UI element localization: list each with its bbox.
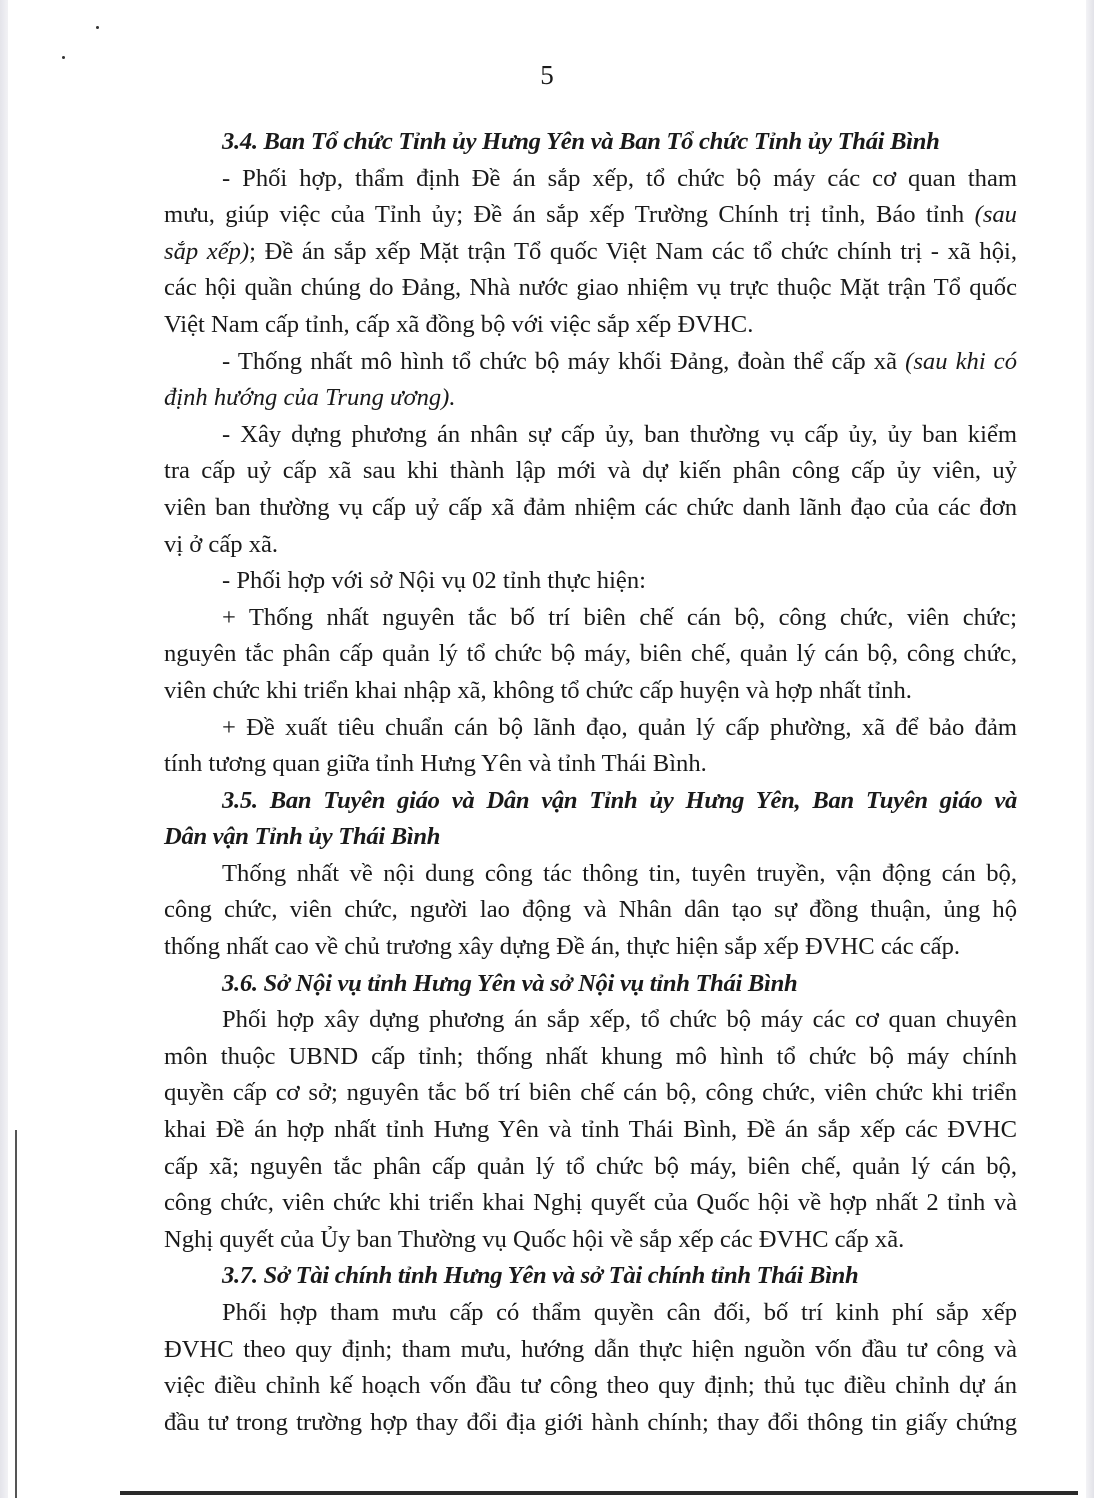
section-heading: 3.4. Ban Tổ chức Tỉnh ủy Hưng Yên và Ban Tổ chức Tỉnh ủy Thái Bình — [222, 128, 940, 155]
section-heading-line: Dân vận Tỉnh ủy Thái Bình — [164, 823, 441, 851]
scan-speck — [96, 26, 99, 29]
section-heading: 3.6. Sở Nội vụ tỉnh Hưng Yên và sở Nội vụ tỉnh Thái Bình — [222, 969, 798, 997]
line-text: Phối hợp tham mưu cấp có thẩm quyền cân đối, bố trí kinh phí sắp xếp — [222, 1299, 1017, 1326]
text-line — [164, 1368, 1017, 1405]
text-line — [164, 527, 1017, 564]
section-3-7 — [164, 1258, 1017, 1441]
line-text: môn thuộc UBND cấp tỉnh; thống nhất khung mô hình tổ chức bộ máy chính — [164, 1042, 1017, 1070]
italic-text: định hướng của Trung ương). — [164, 384, 456, 412]
text-line — [164, 1002, 1017, 1039]
line-text: vị ở cấp xã. — [164, 530, 279, 558]
text-line — [164, 929, 1017, 966]
text-line — [164, 197, 1017, 234]
text-line — [164, 1222, 1017, 1259]
italic-text: (sau — [974, 201, 1017, 229]
scan-left-edge — [0, 0, 8, 1498]
text-line — [164, 307, 1017, 344]
line-text: + Đề xuất tiêu chuẩn cán bộ lãnh đạo, quản lý cấp phường, xã để bảo đảm — [222, 713, 1017, 741]
line-text: Nghị quyết của Ủy ban Thường vụ Quốc hội về sắp xếp các ĐVHC cấp xã. — [164, 1225, 905, 1253]
text-line — [164, 746, 1017, 783]
text-line — [164, 710, 1017, 747]
text-line — [164, 1332, 1017, 1369]
text-line — [164, 636, 1017, 673]
line-text: viên ban thường vụ cấp uỷ cấp xã đảm nhiệm các chức danh lãnh đạo của các đơn — [164, 493, 1017, 521]
line-text: - Xây dựng phương án nhân sự cấp ủy, ban thường vụ cấp ủy, ủy ban kiểm — [222, 420, 1017, 448]
line-text: mưu, giúp việc của Tỉnh ủy; Đề án sắp xếp Trường Chính trị tỉnh, Báo tỉnh — [164, 201, 965, 229]
line-text: viên chức khi triển khai nhập xã, không tổ chức cấp huyện và hợp nhất tỉnh. — [164, 676, 912, 704]
text-line — [164, 453, 1017, 490]
text-line — [164, 1112, 1017, 1149]
line-text: việc điều chỉnh kế hoạch vốn đầu tư công theo quy định; thủ tục điều chỉnh dự án — [164, 1372, 1017, 1400]
line-text: đầu tư trong trường hợp thay đổi địa giới hành chính; thay đổi thông tin giấy chứng — [164, 1408, 1017, 1436]
text-line — [164, 161, 1017, 198]
text-line — [164, 600, 1017, 637]
text-line — [164, 234, 1017, 271]
text-line — [164, 417, 1017, 454]
scan-speck — [62, 56, 65, 59]
line-text: công chức, viên chức, người lao động và Nhân dân tạo sự đồng thuận, ủng hộ — [164, 896, 1017, 924]
line-text: Phối hợp xây dựng phương án sắp xếp, tổ chức bộ máy các cơ quan chuyên — [222, 1006, 1017, 1034]
line-text: thống nhất cao về chủ trương xây dựng Đề án, thực hiện sắp xếp ĐVHC các cấp. — [164, 933, 961, 961]
line-text: ĐVHC theo quy định; tham mưu, hướng dẫn thực hiện nguồn vốn đầu tư công và — [164, 1335, 1017, 1363]
line-text: ; Đề án sắp xếp Mặt trận Tổ quốc Việt Nam các tổ chức chính trị - xã hội, — [249, 237, 1017, 265]
section-3-6 — [164, 966, 1017, 1259]
text-line — [164, 892, 1017, 929]
page-number: 5 — [540, 60, 554, 90]
line-text: các hội quần chúng do Đảng, Nhà nước giao nhiệm vụ trực thuộc Mặt trận Tổ quốc — [164, 274, 1017, 302]
line-text: Việt Nam cấp tỉnh, cấp xã đồng bộ với việc sắp xếp ĐVHC. — [164, 310, 754, 338]
text-line — [164, 1039, 1017, 1076]
scan-bottom-rule — [120, 1491, 1078, 1495]
line-text: + Thống nhất nguyên tắc bố trí biên chế cán bộ, công chức, viên chức; — [222, 603, 1017, 631]
text-line — [164, 490, 1017, 527]
line-text: nguyên tắc phân cấp quản lý tổ chức bộ máy, biên chế, quản lý cán bộ, công chức, — [164, 640, 1017, 668]
line-text: Thống nhất về nội dung công tác thông tin, tuyên truyền, vận động cán bộ, — [222, 859, 1017, 887]
document-body — [164, 124, 1017, 1441]
section-3-4 — [164, 124, 1017, 783]
text-line — [164, 1149, 1017, 1186]
text-line — [164, 270, 1017, 307]
line-text: tính tương quan giữa tỉnh Hưng Yên và tỉnh Thái Bình. — [164, 750, 707, 778]
text-line — [164, 1295, 1017, 1332]
line-text: khai Đề án hợp nhất tỉnh Hưng Yên và tỉnh Thái Bình, Đề án sắp xếp các ĐVHC — [164, 1116, 1017, 1144]
line-text: cấp xã; nguyên tắc phân cấp quản lý tổ chức bộ máy, biên chế, quản lý cán bộ, — [164, 1152, 1017, 1180]
line-text: - Phối hợp, thẩm định Đề án sắp xếp, tổ chức bộ máy các cơ quan tham — [222, 164, 1017, 192]
line-text: - Phối hợp với sở Nội vụ 02 tỉnh thực hiện: — [222, 567, 646, 595]
line-text: công chức, viên chức khi triển khai Nghị quyết của Quốc hội về hợp nhất 2 tỉnh và — [164, 1189, 1017, 1217]
section-3-5 — [164, 783, 1017, 966]
text-line — [164, 1075, 1017, 1112]
italic-text: sắp xếp) — [164, 237, 250, 265]
text-line — [164, 380, 1017, 417]
text-line — [164, 563, 1017, 600]
section-heading: 3.7. Sở Tài chính tỉnh Hưng Yên và sở Tài chính tỉnh Thái Bình — [222, 1262, 859, 1290]
line-text: tra cấp uỷ cấp xã sau khi thành lập mới và dự kiến phân công cấp ủy viên, uỷ — [164, 457, 1017, 485]
section-heading-line: 3.5. Ban Tuyên giáo và Dân vận Tỉnh ủy Hưng Yên, Ban Tuyên giáo và — [222, 786, 1017, 814]
text-line — [164, 673, 1017, 710]
text-line — [164, 1405, 1017, 1442]
scan-right-edge — [1086, 0, 1094, 1498]
line-text: quyền cấp cơ sở; nguyên tắc bố trí biên chế cán bộ, công chức, viên chức khi triển — [164, 1079, 1017, 1107]
line-text: - Thống nhất mô hình tổ chức bộ máy khối Đảng, đoàn thể cấp xã — [222, 347, 898, 375]
text-line — [164, 1185, 1017, 1222]
italic-text: (sau khi có — [905, 347, 1017, 375]
scan-left-rule — [15, 1130, 17, 1498]
text-line — [164, 344, 1017, 381]
text-line — [164, 856, 1017, 893]
